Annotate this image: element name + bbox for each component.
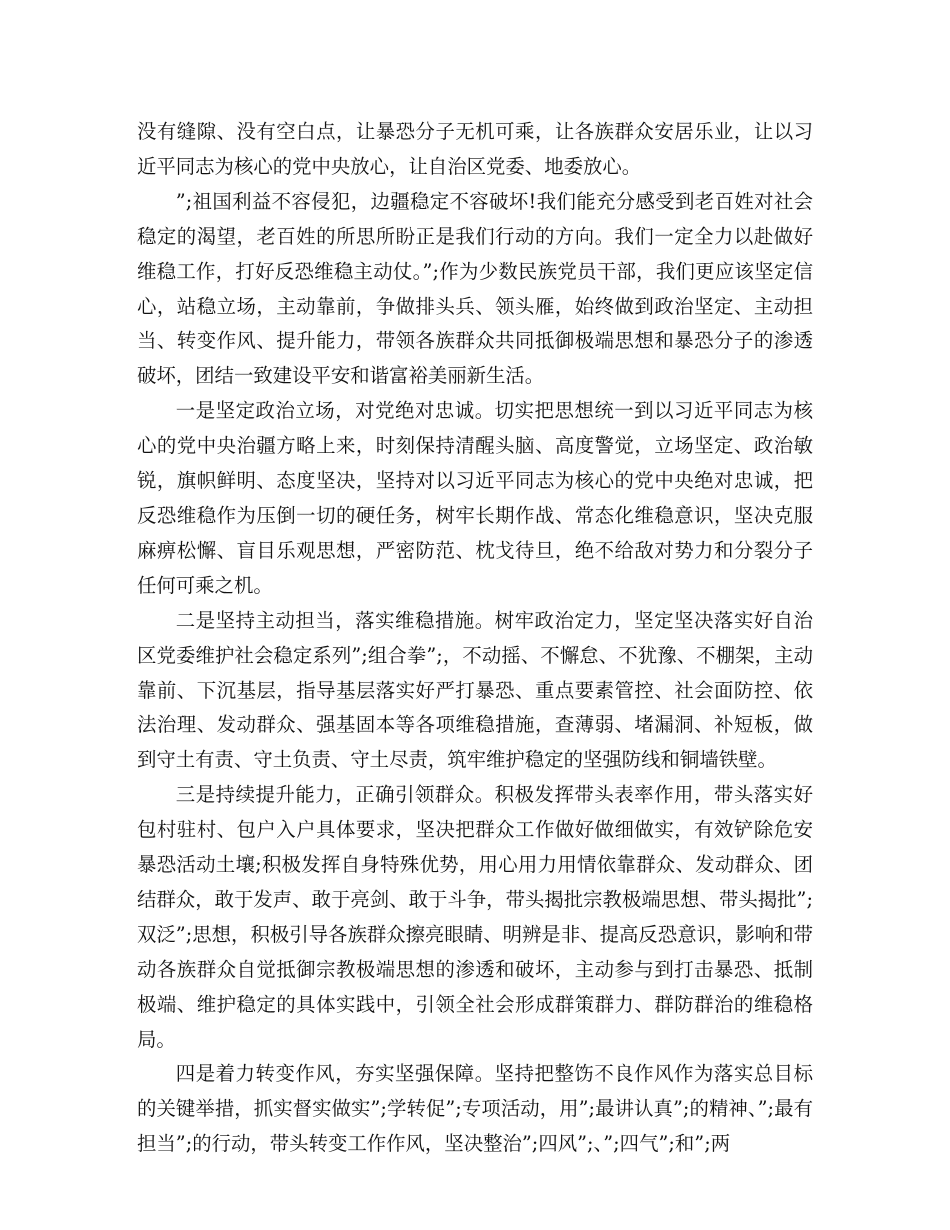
paragraph-point-four: 四是着力转变作风，夯实坚强保障。坚持把整饬不良作风作为落实总目标的关键举措，抓实督实做实”;学转促”;专项活动，用”;最讲认真”;的精神、”;最有担当”;的行动，带头转变工作作风，坚决整治”;四风”;、”;四气”;和”;两: [137, 1062, 813, 1156]
document-body: [137, 115, 813, 1162]
paragraph-point-one: 一是坚定政治立场，对党绝对忠诚。切实把思想统一到以习近平同志为核心的党中央治疆方略上来，时刻保持清醒头脑、高度警觉，立场坚定、政治敏锐，旗帜鲜明、态度坚决，坚持对以习近平同志为核心的党中央绝对忠诚，把反恐维稳作为压倒一切的硬任务，树牢长期作战、常态化维稳意识，坚决克服麻痹松懈、盲目乐观思想，严密防范、枕戈待旦，绝不给敌对势力和分裂分子任何可乘之机。: [137, 399, 813, 597]
paragraph-continuation: 没有缝隙、没有空白点，让暴恐分子无机可乘，让各族群众安居乐业，让以习近平同志为核心的党中央放心，让自治区党委、地委放心。: [137, 120, 813, 178]
paragraph-intro: ”;祖国利益不容侵犯，边疆稳定不容破坏!我们能充分感受到老百姓对社会稳定的渴望，老百姓的所思所盼正是我们行动的方向。我们一定全力以赴做好维稳工作，打好反恐维稳主动仗。”;作为少数民族党员干部，我们更应该坚定信心，站稳立场，主动靠前，争做排头兵、领头雁，始终做到政治坚定、主动担当、转变作风、提升能力，带领各族群众共同抵御极端思想和暴恐分子的渗透破坏，团结一致建设平安和谐富裕美丽新生活。: [137, 189, 813, 388]
paragraph-point-two: 二是坚持主动担当，落实维稳措施。树牢政治定力，坚定坚决落实好自治区党委维护社会稳定系列”;组合拳”;，不动摇、不懈怠、不犹豫、不棚架，主动靠前、下沉基层，指导基层落实好严打暴恐、重点要素管控、社会面防控、依法治理、发动群众、强基固本等各项维稳措施，查薄弱、堵漏洞、补短板，做到守土有责、守土负责、守土尽责，筑牢维护稳定的坚强防线和铜墙铁壁。: [137, 608, 813, 772]
paragraph-point-three: 三是持续提升能力，正确引领群众。积极发挥带头表率作用，带头落实好包村驻村、包户入户具体要求，坚决把群众工作做好做细做实，有效铲除危安暴恐活动土壤;积极发挥自身特殊优势，用心用力用情依靠群众、发动群众、团结群众，敢于发声、敢于亮剑、敢于斗争，带头揭批宗教极端思想、带头揭批”;双泛”;思想，积极引导各族群众擦亮眼睛、明辨是非、提高反恐意识，影响和带动各族群众自觉抵御宗教极端思想的渗透和破坏，主动参与到打击暴恐、抵制极端、维护稳定的具体实践中，引领全社会形成群策群力、群防群治的维稳格局。: [137, 783, 813, 1051]
